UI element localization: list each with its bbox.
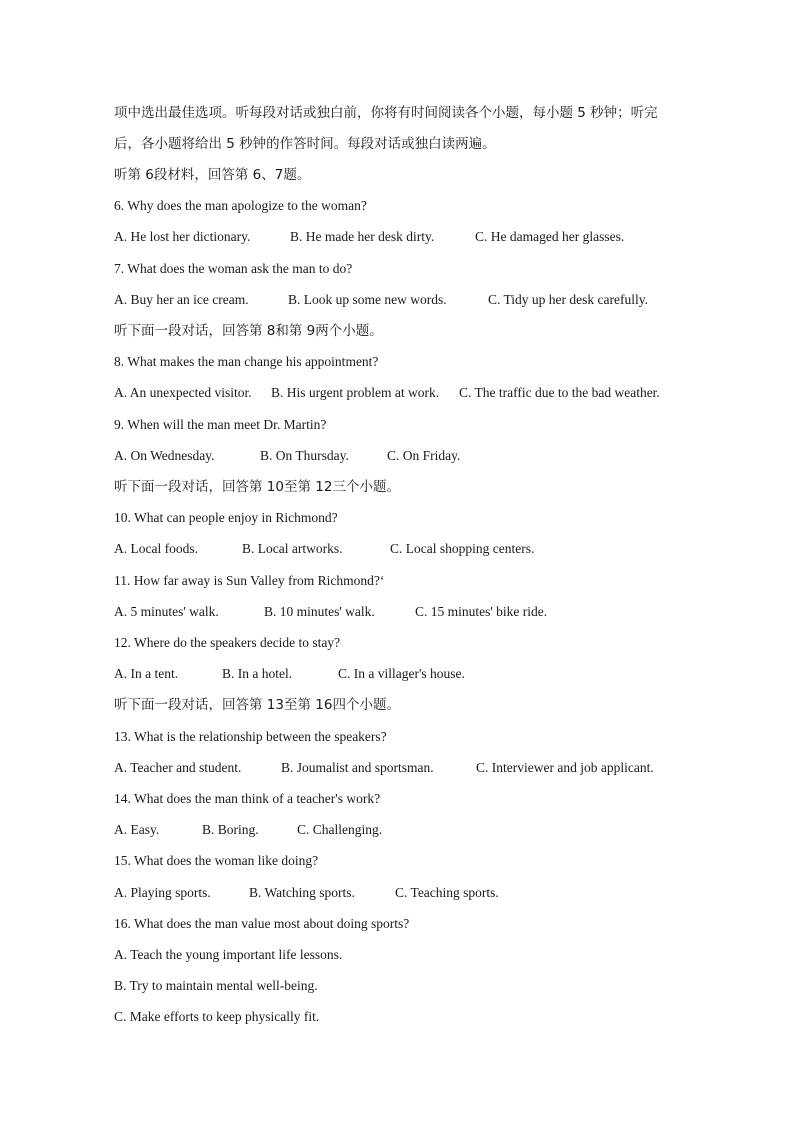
- question-7-option-a: A. Buy her an ice cream.: [114, 292, 249, 307]
- question-10-stem: 10. What can people enjoy in Richmond?: [114, 510, 338, 525]
- question-7-option-c: C. Tidy up her desk carefully.: [488, 292, 648, 307]
- question-6-stem: 6. Why does the man apologize to the woman?: [114, 198, 367, 213]
- question-9-option-c: C. On Friday.: [387, 448, 461, 463]
- question-14-option-b: B. Boring.: [202, 822, 259, 837]
- question-15-stem: 15. What does the woman like doing?: [114, 853, 319, 868]
- question-9-option-b: B. On Thursday.: [260, 448, 349, 463]
- question-16-stem: 16. What does the man value most about doing sports?: [114, 916, 410, 931]
- question-8-option-c: C. The traffic due to the bad weather.: [459, 385, 660, 400]
- question-12-stem: 12. Where do the speakers decide to stay?: [114, 635, 341, 650]
- question-7-option-b: B. Look up some new words.: [288, 292, 447, 307]
- question-9-options: [114, 447, 460, 465]
- question-9-stem: 9. When will the man meet Dr. Martin?: [114, 417, 327, 432]
- question-13-options: [114, 759, 654, 777]
- question-8-options: [114, 384, 660, 402]
- question-16-option-c: C. Make efforts to keep physically fit.: [114, 1009, 320, 1024]
- question-8-stem: 8. What makes the man change his appointment?: [114, 354, 379, 369]
- question-14-stem: 14. What does the man think of a teacher's work?: [114, 791, 381, 806]
- section-heading-8: 听下面一段对话，回答第 10至第 12三个小题。: [114, 479, 400, 495]
- question-10-option-c: C. Local shopping centers.: [390, 541, 535, 556]
- question-12-option-b: B. In a hotel.: [222, 666, 293, 681]
- question-16-option-b: B. Try to maintain mental well-being.: [114, 978, 318, 993]
- question-14-option-c: C. Challenging.: [297, 822, 383, 837]
- instructions-line-1: 项中选出最佳选项。听每段对话或独白前，你将有时间阅读各个小题，每小题 5 秒钟；听完: [114, 105, 658, 121]
- question-6-options: [114, 228, 624, 246]
- question-11-option-a: A. 5 minutes' walk.: [114, 604, 219, 619]
- question-13-option-a: A. Teacher and student.: [114, 760, 242, 775]
- question-13-option-c: C. Interviewer and job applicant.: [476, 760, 654, 775]
- question-10-option-b: B. Local artworks.: [242, 541, 343, 556]
- question-13-stem: 13. What is the relationship between the speakers?: [114, 729, 387, 744]
- section-heading-6: 听第 6段材料，回答第 6、7题。: [114, 167, 311, 183]
- question-11-option-c: C. 15 minutes' bike ride.: [415, 604, 548, 619]
- question-8-option-b: B. His urgent problem at work.: [271, 385, 440, 400]
- question-6-option-b: B. He made her desk dirty.: [290, 229, 435, 244]
- question-12-options: [114, 665, 465, 683]
- question-11-stem: 11. How far away is Sun Valley from Richmond?‘: [114, 573, 385, 588]
- question-6-option-c: C. He damaged her glasses.: [475, 229, 625, 244]
- question-15-options: [114, 884, 499, 902]
- question-9-option-a: A. On Wednesday.: [114, 448, 215, 463]
- section-heading-9: 听下面一段对话，回答第 13至第 16四个小题。: [114, 697, 400, 713]
- question-11-options: [114, 603, 547, 621]
- question-15-option-b: B. Watching sports.: [249, 885, 355, 900]
- question-15-option-c: C. Teaching sports.: [395, 885, 499, 900]
- question-10-options: [114, 540, 534, 558]
- question-15-option-a: A. Playing sports.: [114, 885, 211, 900]
- question-14-options: [114, 821, 382, 839]
- question-12-option-a: A. In a tent.: [114, 666, 179, 681]
- instructions-line-2: 后，各小题将给出 5 秒钟的作答时间。每段对话或独白读两遍。: [114, 136, 496, 152]
- question-6-option-a: A. He lost her dictionary.: [114, 229, 251, 244]
- question-11-option-b: B. 10 minutes' walk.: [264, 604, 375, 619]
- question-8-option-a: A. An unexpected visitor.: [114, 385, 252, 400]
- question-13-option-b: B. Joumalist and sportsman.: [281, 760, 434, 775]
- question-7-stem: 7. What does the woman ask the man to do?: [114, 261, 353, 276]
- question-12-option-c: C. In a villager's house.: [338, 666, 465, 681]
- question-7-options: [114, 291, 648, 309]
- question-16-option-a: A. Teach the young important life lessons.: [114, 947, 343, 962]
- section-heading-7: 听下面一段对话，回答第 8和第 9两个小题。: [114, 323, 383, 339]
- question-14-option-a: A. Easy.: [114, 822, 160, 837]
- question-10-option-a: A. Local foods.: [114, 541, 198, 556]
